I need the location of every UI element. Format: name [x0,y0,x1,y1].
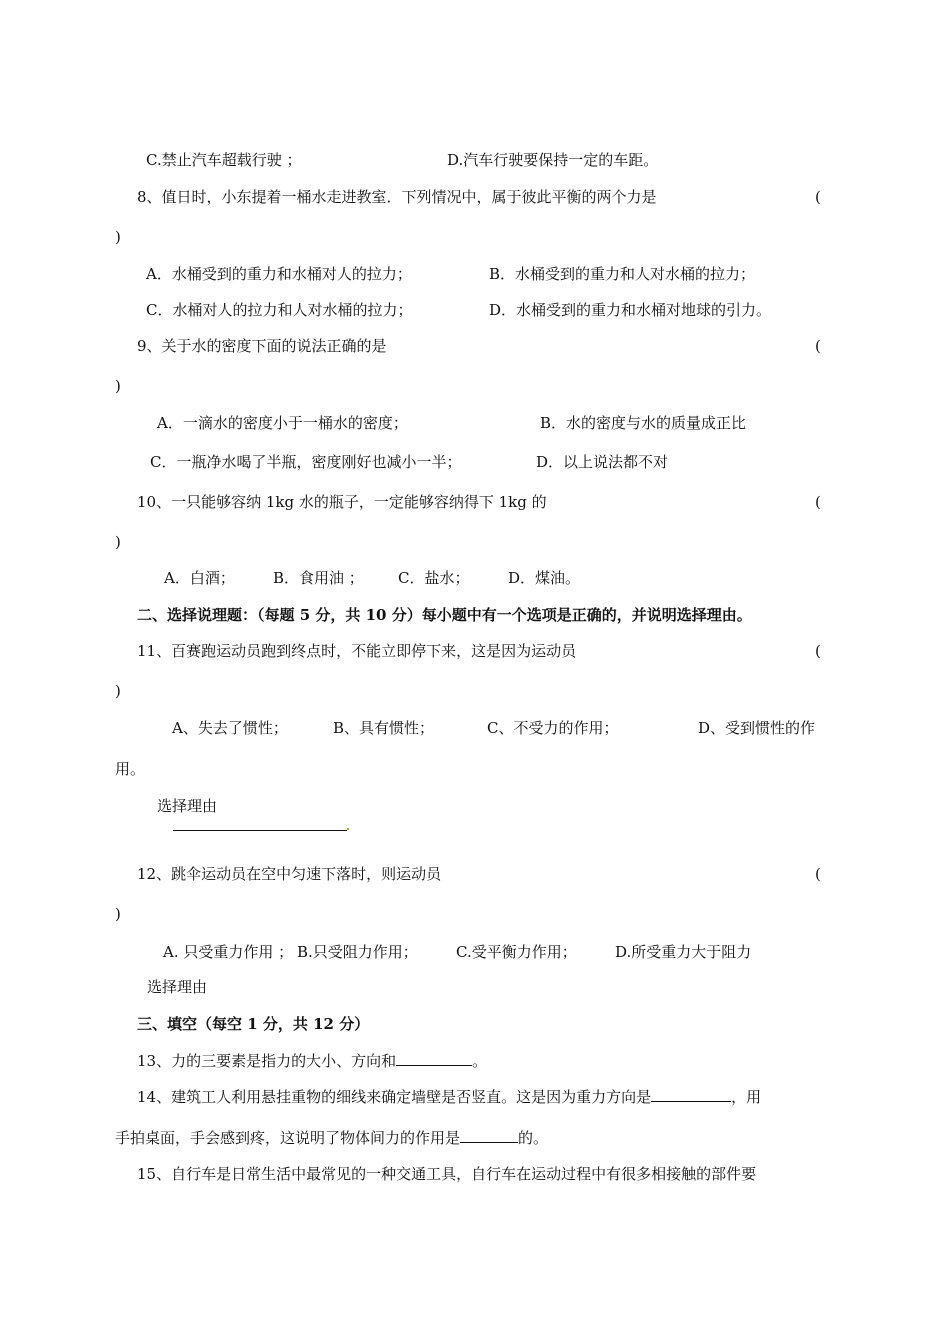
q13-text-after: 。 [472,1052,488,1070]
q10-option-c: C．盐水； [398,569,470,587]
speck-mark [347,828,349,830]
q9-paren-close: ) [115,377,121,395]
q8-option-b: B．水桶受到的重力和人对水桶的拉力； [489,265,756,283]
q13-line [137,1050,487,1071]
q7-option-c: C.禁止汽车超载行驶 ； [146,151,302,169]
q9-option-c: C．一瓶净水喝了半瓶，密度刚好也减小一半； [150,453,462,471]
q12-option-b: B.只受阻力作用； [297,943,418,961]
q10-option-a: A．白酒； [164,569,235,587]
q11-option-a: A、失去了惯性； [172,719,288,737]
q14-blank-2 [460,1127,518,1143]
q8-paren-open: ( [815,188,821,206]
q14-text-3: 手拍桌面，手会感到疼，这说明了物体间力的作用是 [115,1129,461,1147]
q10-option-b: B．食用油 ； [273,569,364,587]
q12-option-c: C.受平衡力作用； [456,943,577,961]
q12-paren-close: ) [115,905,121,923]
q12-option-d: D.所受重力大于阻力 [615,943,752,961]
q12-option-a: A. 只受重力作用 ； [163,943,294,961]
q12-paren-open: ( [815,865,821,883]
q8-option-d: D．水桶受到的重力和水桶对地球的引力。 [489,301,772,319]
q11-option-d-wrap: 用。 [115,760,146,778]
q15-stem: 15、自行车是日常生活中最常见的一种交通工具，自行车在运动过程中有很多相接触的部件要 [137,1165,757,1183]
section-3-heading: 三、填空（每空 1 分，共 12 分） [137,1015,370,1033]
q11-paren-open: ( [815,642,821,660]
q14-blank-1 [651,1086,731,1102]
q10-paren-close: ) [115,533,121,551]
q11-paren-close: ) [115,682,121,700]
q11-stem: 11、百赛跑运动员跑到终点时，不能立即停下来，这是因为运动员 [137,642,577,660]
q7-option-d: D.汽车行驶要保持一定的车距。 [447,151,659,169]
q14-text-4: 的。 [518,1129,549,1147]
q14-text-1: 14、建筑工人利用悬挂重物的细线来确定墙壁是否竖直。这是因为重力方向是 [137,1088,652,1106]
q10-paren-open: ( [815,493,821,511]
q14-text-2: ，用 [731,1088,762,1106]
q14-line-2 [115,1127,548,1148]
section-2-heading: 二、选择说理题：（每题 5 分，共 10 分）每小题中有一个选项是正确的，并说明选择理由。 [137,606,752,624]
q11-option-b: B、具有惯性； [333,719,435,737]
q9-option-d: D．以上说法都不对 [536,453,669,471]
q13-text: 13、力的三要素是指力的大小、方向和 [137,1052,397,1070]
q8-option-a: A．水桶受到的重力和水桶对人的拉力； [146,265,412,283]
q11-option-d: D、受到惯性的作 [698,719,816,737]
q9-stem: 9、关于水的密度下面的说法正确的是 [137,337,387,355]
q14-line-1 [137,1086,761,1107]
q11-reason-answer-line [173,830,347,831]
q12-reason-label: 选择理由 [147,978,208,996]
q13-blank [396,1050,472,1066]
q11-option-c: C、不受力的作用； [487,719,619,737]
q9-option-a: A．一滴水的密度小于一桶水的密度； [157,414,408,432]
q11-reason-label: 选择理由 [157,797,218,815]
q8-stem: 8、值日时，小东提着一桶水走进教室．下列情况中，属于彼此平衡的两个力是 [137,188,657,206]
q8-option-c: C．水桶对人的拉力和人对水桶的拉力； [146,301,413,319]
q9-option-b: B．水的密度与水的质量成正比 [540,414,747,432]
q10-stem: 10、一只能够容纳 1kg 水的瓶子，一定能够容纳得下 1kg 的 [137,493,547,511]
q12-stem: 12、跳伞运动员在空中匀速下落时，则运动员 [137,865,442,883]
q10-option-d: D．煤油。 [508,569,581,587]
q9-paren-open: ( [815,337,821,355]
q8-paren-close: ) [115,228,121,246]
